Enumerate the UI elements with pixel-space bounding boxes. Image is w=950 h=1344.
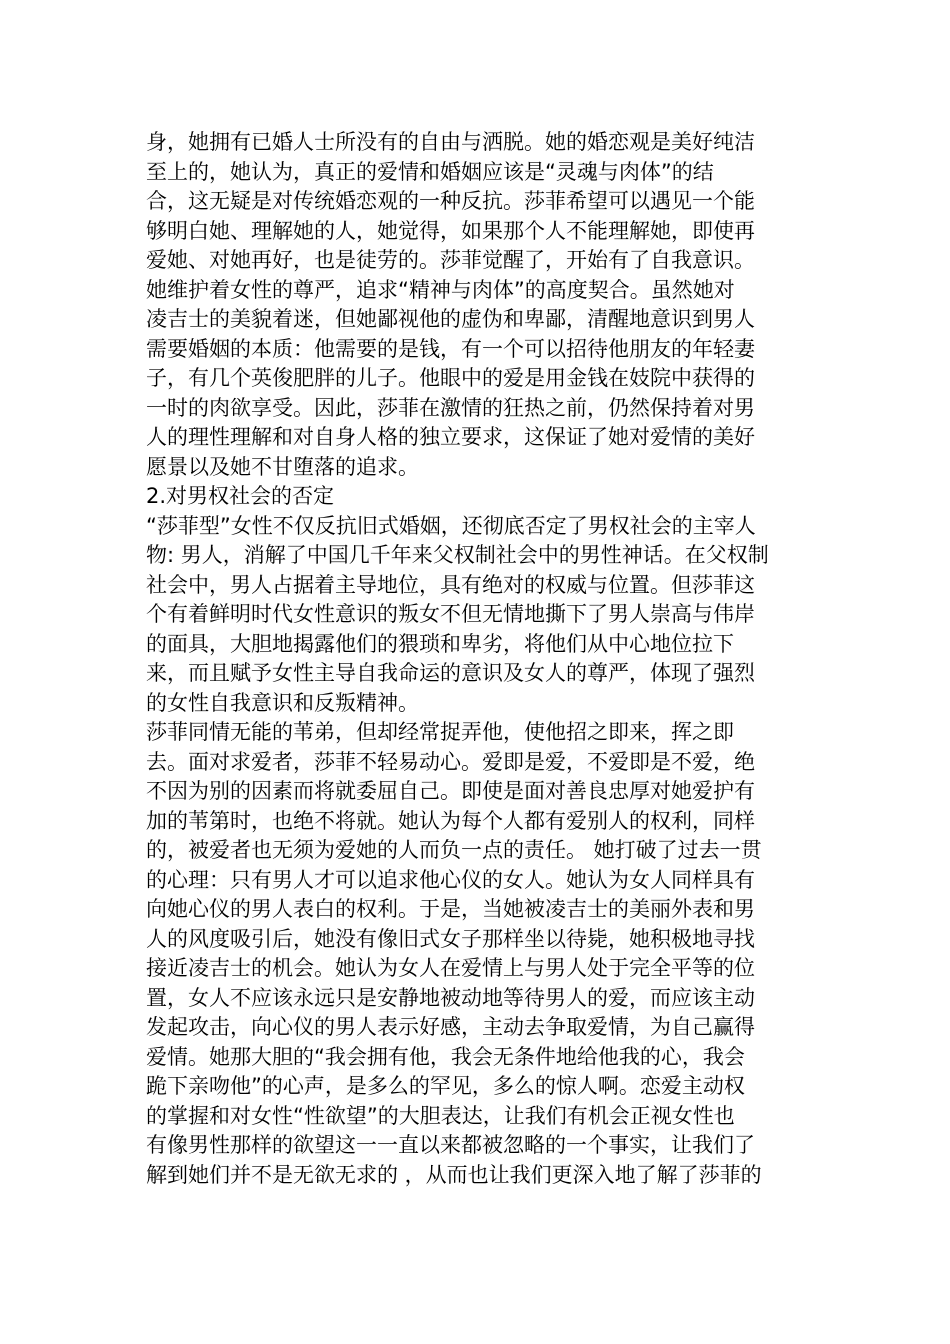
- text-line: 的掌握和对女性“性欲望”的大胆表达，让我们有机会正视女性也: [146, 1103, 735, 1128]
- text-line: 合，这无疑是对传统婚恋观的一种反抗。莎菲希望可以遇见一个能: [146, 189, 755, 213]
- text-line: 愿景以及她不甘堕落的追求。: [146, 454, 419, 479]
- text-line: 的女性自我意识和反叛精神。: [146, 690, 419, 715]
- text-line: 爱她、对她再好，也是徒劳的。莎菲觉醒了，开始有了自我意识。: [146, 248, 755, 272]
- text-line: 够明白她、理解她的人，她觉得，如果那个人不能理解她，即使再: [146, 218, 755, 243]
- text-line: 有像男性那样的欲望这一一直以来都被忽略的一个事实，让我们了: [146, 1133, 755, 1157]
- text-line: 的，被爱者也无须为爱她的人而负一点的责任。 她打破了过去一贯: [146, 838, 762, 862]
- body-text: [146, 128, 810, 1190]
- text-line: 社会中，男人占据着主导地位，具有绝对的权威与位置。但莎菲这: [146, 572, 755, 597]
- text-line: 2.对男权社会的否定: [146, 484, 335, 508]
- text-line: 爱情。她那大胆的“我会拥有他，我会无条件地给他我的心，我会: [146, 1044, 745, 1069]
- text-line: 莎菲同情无能的苇弟，但却经常捉弄他，使他招之即来，挥之即: [146, 720, 734, 744]
- text-line: 凌吉士的美貌着迷，但她鄙视他的虚伪和卑鄙，清醒地意识到男人: [146, 307, 755, 331]
- text-line: 不因为别的因素而将就委屈自己。即使是面对善良忠厚对她爱护有: [146, 779, 755, 803]
- text-line: 她维护着女性的尊严，追求“精神与肉体”的高度契合。虽然她对: [146, 277, 735, 302]
- text-line: 个有着鲜明时代女性意识的叛女不但无情地撕下了男人崇高与伟岸: [146, 602, 755, 626]
- text-line: 加的苇第时，也绝不将就。她认为每个人都有爱别人的权利，同样: [146, 808, 755, 833]
- text-line: 向她心仪的男人表白的权利。于是，当她被凌吉士的美丽外表和男: [146, 897, 755, 921]
- text-line: 至上的，她认为，真正的爱情和婚姻应该是“灵魂与肉体”的结: [146, 159, 714, 184]
- text-line: 置，女人不应该永远只是安静地被动地等待男人的爱，而应该主动: [146, 985, 755, 1010]
- text-line: 子，有几个英俊肥胖的儿子。他眼中的爱是用金钱在妓院中获得的: [146, 366, 755, 390]
- text-line: 需要婚姻的本质：他需要的是钱，有一个可以招待他朋友的年轻妻: [146, 336, 755, 361]
- text-line: 一时的肉欲享受。因此，莎菲在激情的狂热之前，仍然保持着对男: [146, 395, 755, 420]
- text-line: 跪下亲吻他”的心声，是多么的罕见，多么的惊人啊。恋爱主动权: [146, 1074, 745, 1098]
- text-line: 身，她拥有已婚人士所没有的自由与洒脱。她的婚恋观是美好纯洁: [146, 130, 755, 154]
- text-line: 物: 男人，消解了中国几千年来父权制社会中的男性神话。在父权制: [146, 543, 769, 567]
- text-line: 人的理性理解和对自身人格的独立要求，这保证了她对爱情的美好: [146, 425, 755, 449]
- text-line: 发起攻击，向心仪的男人表示好感，主动去争取爱情，为自己赢得: [146, 1015, 755, 1039]
- text-line: “莎菲型”女性不仅反抗旧式婚姻，还彻底否定了男权社会的主宰人: [146, 513, 756, 538]
- text-line: 接近凌吉士的机会。她认为女人在爱情上与男人处于完全平等的位: [146, 956, 755, 980]
- text-line: 的面具，大胆地揭露他们的猥琐和卑劣，将他们从中心地位拉下: [146, 631, 734, 656]
- text-line: 去。面对求爱者，莎菲不轻易动心。爱即是爱，不爱即是不爱，绝: [146, 749, 755, 774]
- text-line: 解到她们并不是无欲无求的 ，从而也让我们更深入地了解了莎菲的: [146, 1162, 762, 1187]
- text-line: 来，而且赋予女性主导自我命运的意识及女人的尊严，体现了强烈: [146, 661, 755, 685]
- text-line: 人的风度吸引后，她没有像旧式女子那样坐以待毙，她积极地寻找: [146, 926, 755, 951]
- text-line: 的心理：只有男人才可以追求他心仪的女人。她认为女人同样具有: [146, 867, 755, 892]
